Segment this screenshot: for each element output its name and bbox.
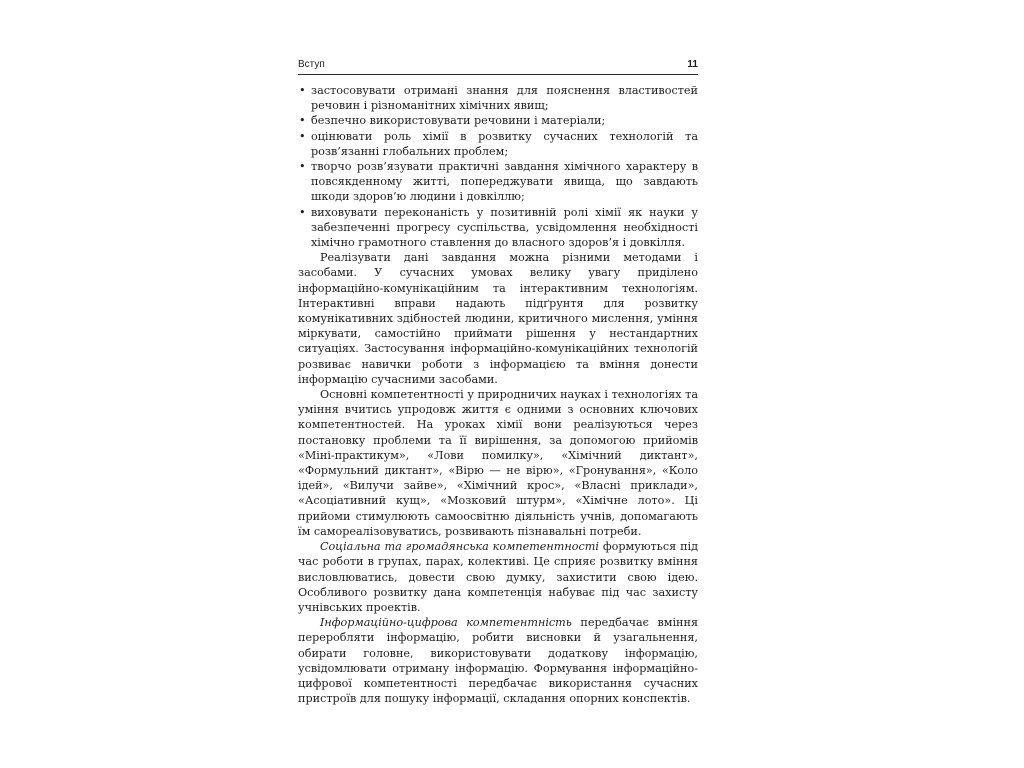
running-header: [298, 56, 698, 75]
bullet-list: [298, 83, 698, 250]
bullet-icon: •: [299, 84, 306, 97]
list-item: [298, 159, 698, 205]
page-body: [298, 83, 698, 706]
list-item-text: творчо розв’язувати практичні завдання хімічного характеру в повсякденному житті, попереджувати явища, що завдають шкоди здоров’ю людини і довкіллю;: [311, 160, 698, 204]
paragraph-digital-competence: [298, 615, 698, 706]
book-page: [298, 56, 698, 706]
page-number: 11: [687, 59, 698, 70]
list-item: [298, 113, 698, 128]
list-item-text: оцінювати роль хімії в розвитку сучасних технологій та розв’язанні глобальних проблем;: [311, 129, 698, 158]
bullet-icon: •: [299, 205, 306, 219]
paragraph-methods: Реалізувати дані завдання можна різними методами і засобами. У сучасних умовах велику увагу приділено інформаційно-комунікаційним та інтерактивним технологіям. Інтерактивні вправи надають підґрунтя для розвитку комунікативних здібностей людини, критичного мислення, уміння міркувати, самостійно приймати рішення у нестандартних ситуаціях. Застосування інформаційно-комунікаційних технологій розвиває навички роботи з інформацією та вміння донести інформацію сучасними засобами.: [298, 251, 698, 386]
list-item: [298, 129, 698, 159]
list-item-text: безпечно використовувати речовини і матеріали;: [311, 114, 606, 128]
paragraph-text: передбачає вміння переробляти інформацію, робити висновки й узагальнення, обирати головне, використовувати додаткову інформацію, усвідомлювати отриману інформацію. Формування інформаційно-цифрової компетентності передбачає використання сучасних пристроїв для пошуку інформації, складання опорних конспектів.: [298, 616, 698, 706]
section-title: Вступ: [298, 59, 325, 70]
term-social-competence: Соціальна та громадянська компетентності: [320, 540, 599, 554]
bullet-icon: •: [299, 114, 306, 128]
paragraph-text: формуються під час роботи в групах, парах, колективі. Це сприяє розвитку вміння висловлюватись, довести свою думку, захистити свою ідею. Особливого розвитку дана компетенція набуває під час захисту учнівських проектів.: [298, 540, 698, 614]
bullet-icon: •: [299, 160, 306, 174]
paragraph-social-competence: [298, 539, 698, 615]
list-item: [298, 205, 698, 251]
list-item: [298, 83, 698, 113]
bullet-icon: •: [299, 129, 306, 143]
term-digital-competence: Інформаційно-цифрова компетентність: [320, 616, 572, 630]
paragraph-key-competences: Основні компетентності у природничих науках і технологіях та уміння вчитись упродовж життя є одними з основних ключових компетентностей. На уроках хімії вони реалізуються через постановку проблеми та її вирішення, за допомогою прийомів «Міні-практикум», «Лови помилку», «Хімічний диктант», «Формульний диктант», «Вірю — не вірю», «Гронування», «Коло ідей», «Вилучи зайве», «Хімічний крос», «Власні приклади», «Асоціативний кущ», «Мозковий штурм», «Хімічне лото». Ці прийоми стимулюють самоосвітню діяльність учнів, допомагають їм самореалізовуватись, розвивають пізнавальні потреби.: [298, 388, 698, 538]
list-item-text: виховувати переконаність у позитивній ролі хімії як науки у забезпеченні прогресу суспільства, усвідомлення необхідності хімічно грамотного ставлення до власного здоров’я і довкілля.: [311, 205, 698, 250]
list-item-text: застосовувати отримані знання для пояснення властивостей речовин і різноманітних хімічних явищ;: [311, 84, 698, 113]
